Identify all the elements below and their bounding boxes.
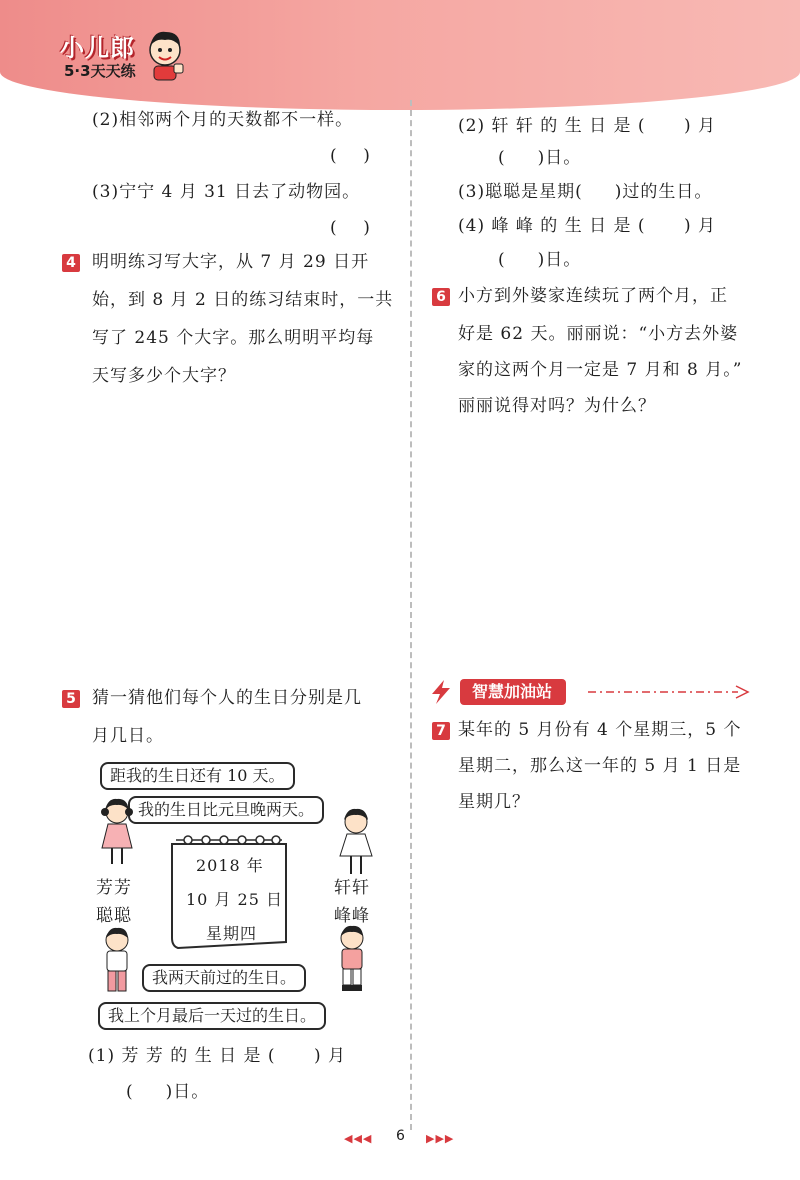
bubble-fangfang: 距我的生日还有 10 天。 — [100, 762, 295, 790]
q5-sub4-line-2: ( )日。 — [498, 250, 582, 270]
q5-sub3: (3)聪聪是星期( )过的生日。 — [458, 182, 713, 202]
q7-number-badge: 7 — [432, 722, 450, 740]
name-fengfeng: 峰峰 — [334, 906, 370, 926]
lightning-icon — [426, 678, 456, 706]
q3-item-3-answer[interactable]: ( ) — [330, 218, 371, 238]
q5-sub2-line-1: (2) 轩 轩 的 生 日 是 ( ) 月 — [458, 116, 716, 136]
q6-number-badge: 6 — [432, 288, 450, 306]
name-fangfang: 芳芳 — [96, 878, 132, 898]
q4-line-3: 写了 245 个大字。那么明明平均每 — [92, 328, 375, 348]
brand-logo-title: 小儿郎 — [60, 34, 135, 62]
brand-logo-subtitle: 5·3天天练 — [64, 62, 136, 80]
calendar-year: 2018 年 — [196, 856, 264, 875]
mascot-boy-icon — [140, 26, 190, 82]
q4-line-4: 天写多少个大字？ — [92, 366, 236, 386]
q7-line-3: 星期几？ — [458, 792, 530, 812]
q4-answer-area[interactable] — [92, 400, 392, 660]
calendar-date: 10 月 25 日 — [186, 890, 283, 909]
name-xuanxuan: 轩轩 — [334, 878, 370, 898]
q5-sub1-line-2: ( )日。 — [126, 1082, 210, 1102]
q7-line-2: 星期二，那么这一年的 5 月 1 日是 — [458, 756, 742, 776]
q5-sub4-line-1: (4) 峰 峰 的 生 日 是 ( ) 月 — [458, 216, 716, 236]
q6-line-3: 家的这两个月一定是 7 月和 8 月。” — [458, 360, 743, 380]
boy-congcong-icon — [96, 926, 138, 998]
dash-arrow-icon — [586, 684, 752, 700]
bubble-xuanxuan: 我的生日比元旦晚两天。 — [128, 796, 324, 824]
girl-xuanxuan-icon — [334, 806, 378, 878]
section-tag: 智慧加油站 — [460, 679, 566, 705]
q4-line-2: 始，到 8 月 2 日的练习结束时，一共 — [92, 290, 394, 310]
next-page-arrows[interactable]: ▶▶▶ — [426, 1132, 455, 1145]
boy-fengfeng-icon — [330, 924, 374, 1000]
bubble-fengfeng: 我上个月最后一天过的生日。 — [98, 1002, 326, 1030]
q5-line-1: 猜一猜他们每个人的生日分别是几 — [92, 688, 362, 708]
q7-answer-area[interactable] — [458, 826, 758, 1106]
q5-number-badge: 5 — [62, 690, 80, 708]
q6-line-2: 好是 62 天。丽丽说：“小方去外婆 — [458, 324, 739, 344]
q5-line-2: 月几日。 — [92, 726, 164, 746]
bubble-congcong: 我两天前过的生日。 — [142, 964, 306, 992]
q3-item-3: (3)宁宁 4 月 31 日去了动物园。 — [92, 182, 361, 202]
q7-line-1: 某年的 5 月份有 4 个星期三，5 个 — [458, 720, 742, 740]
q5-sub1-line-1: (1) 芳 芳 的 生 日 是 ( ) 月 — [88, 1046, 346, 1066]
q4-number-badge: 4 — [62, 254, 80, 272]
q3-item-2: (2)相邻两个月的天数都不一样。 — [92, 110, 354, 130]
calendar-weekday: 星期四 — [206, 924, 258, 943]
q5-sub2-line-2: ( )日。 — [498, 148, 582, 168]
column-divider — [410, 100, 412, 1130]
q3-item-2-answer[interactable]: ( ) — [330, 146, 371, 166]
prev-page-arrows[interactable]: ◀◀◀ — [344, 1132, 373, 1145]
girl-fangfang-icon — [96, 796, 138, 868]
page-number: 6 — [396, 1128, 405, 1144]
name-congcong: 聪聪 — [96, 906, 132, 926]
q6-line-4: 丽丽说得对吗？为什么？ — [458, 396, 656, 416]
q6-answer-area[interactable] — [458, 430, 758, 660]
q6-line-1: 小方到外婆家连续玩了两个月，正 — [458, 286, 728, 306]
q4-line-1: 明明练习写大字，从 7 月 29 日开 — [92, 252, 370, 272]
